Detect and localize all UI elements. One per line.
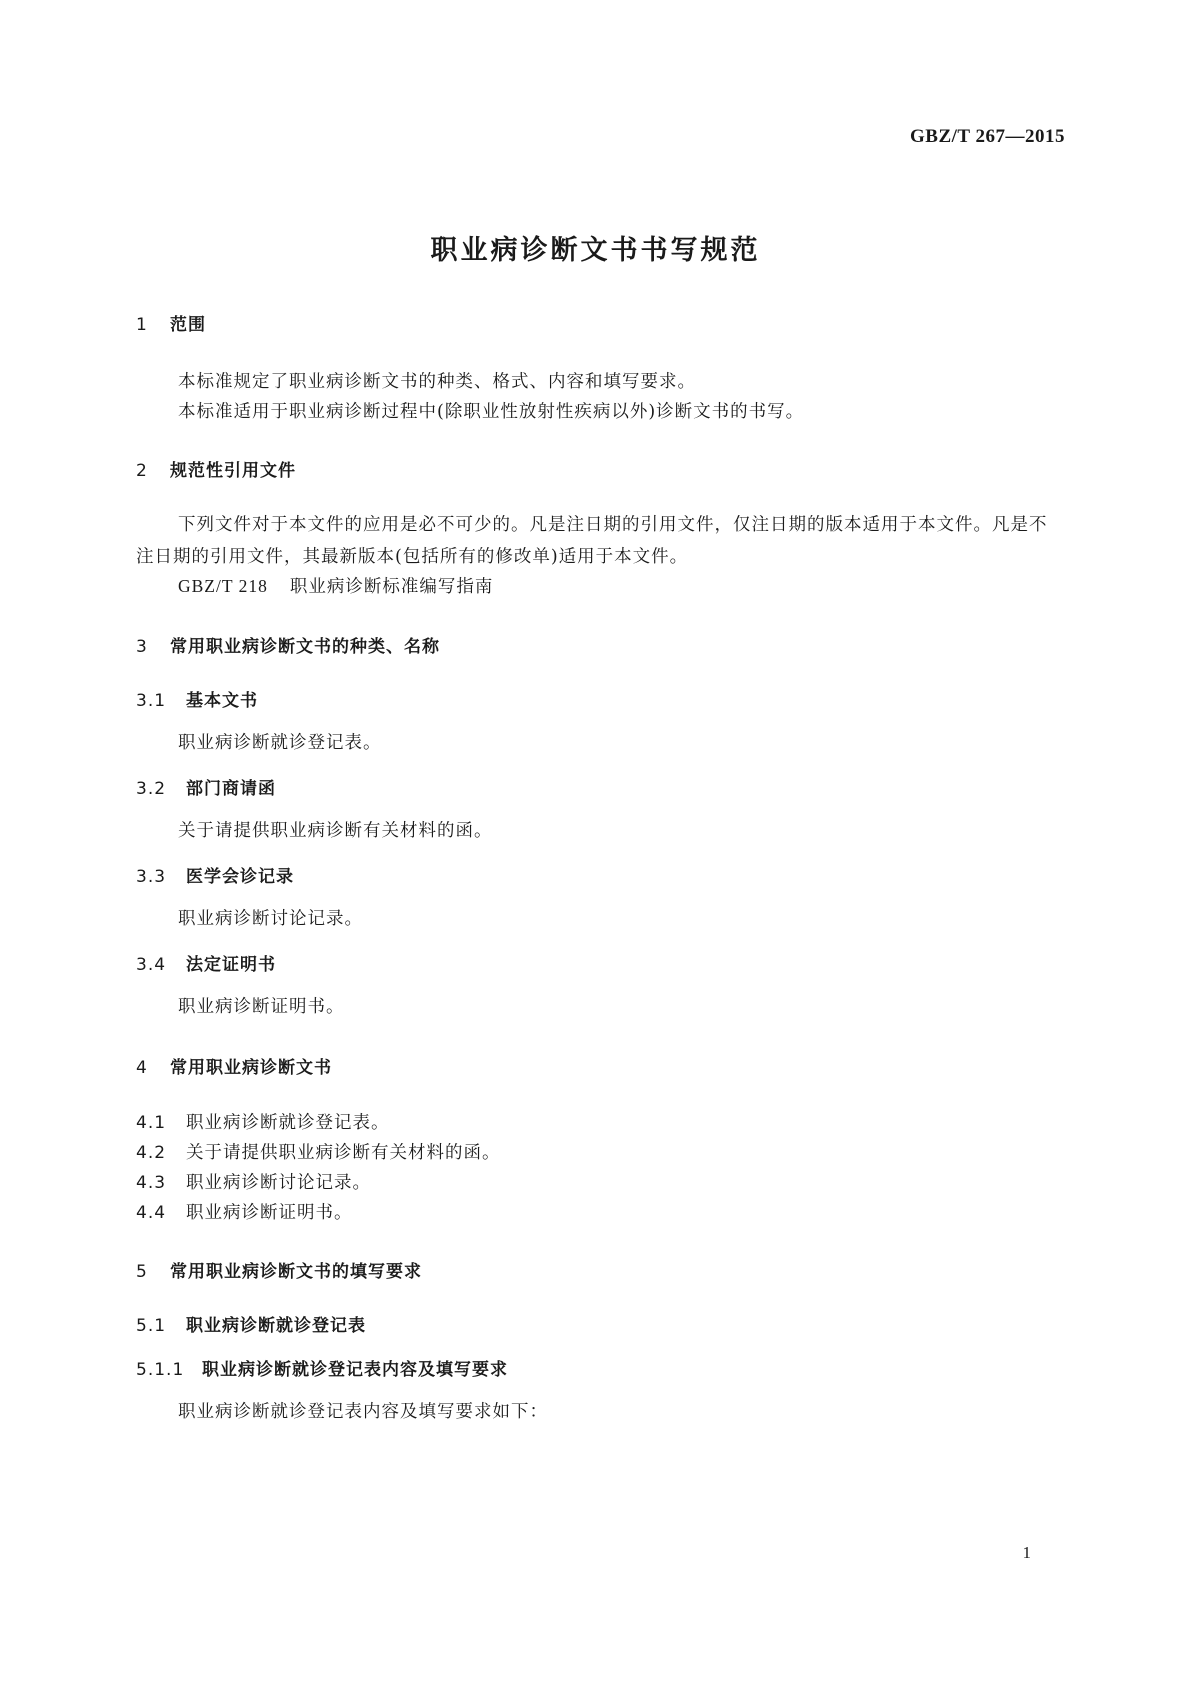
subsection-3-3-text: 职业病诊断讨论记录。 (178, 909, 363, 929)
subsection-title: 法定证明书 (186, 955, 276, 975)
subsection-3-1-text: 职业病诊断就诊登记表。 (178, 733, 382, 753)
subsection-title: 部门商请函 (186, 779, 276, 799)
section-title: 范围 (170, 315, 206, 335)
item-text: 职业病诊断证明书。 (186, 1203, 353, 1223)
list-item (136, 1139, 501, 1164)
subsection-title: 基本文书 (186, 691, 258, 711)
subsection-title: 职业病诊断就诊登记表 (186, 1316, 366, 1336)
section-1-heading (136, 310, 206, 335)
page-title: 职业病诊断文书书写规范 (430, 235, 761, 266)
reference-title: 职业病诊断标准编写指南 (289, 577, 494, 597)
section-title: 常用职业病诊断文书 (170, 1058, 332, 1078)
subsection-3-1-heading (136, 686, 258, 711)
section-5-heading (136, 1257, 422, 1282)
subsection-5-1-1-heading (136, 1355, 508, 1380)
section-title: 常用职业病诊断文书的种类、名称 (170, 637, 440, 657)
subsection-title: 医学会诊记录 (186, 867, 294, 887)
list-item (136, 1199, 353, 1224)
subsection-3-3-heading (136, 862, 294, 887)
subsection-3-4-heading (136, 950, 276, 975)
item-number: 4.2 (136, 1143, 167, 1163)
section-1-paragraph-1: 本标准规定了职业病诊断文书的种类、格式、内容和填写要求。 (178, 372, 696, 392)
section-2-paragraph: 下列文件对于本文件的应用是必不可少的。凡是注日期的引用文件，仅注日期的版本适用于本文件。凡是不注日期的引用文件，其最新版本(包括所有的修改单)适用于本文件。 (136, 515, 1048, 567)
subsection-3-2-heading (136, 774, 276, 799)
subsection-number: 3.1 (136, 691, 167, 711)
item-text: 关于请提供职业病诊断有关材料的函。 (186, 1143, 501, 1163)
section-4-heading (136, 1053, 332, 1078)
section-number: 5 (136, 1262, 148, 1282)
page-number: 1 (1022, 1543, 1031, 1562)
subsection-number: 5.1 (136, 1316, 167, 1336)
section-title: 规范性引用文件 (170, 461, 296, 481)
subsection-number: 5.1.1 (136, 1360, 185, 1380)
subsection-3-2-text: 关于请提供职业病诊断有关材料的函。 (178, 821, 493, 841)
list-item (136, 1109, 390, 1134)
section-title: 常用职业病诊断文书的填写要求 (170, 1262, 422, 1282)
subsection-title: 职业病诊断就诊登记表内容及填写要求 (202, 1360, 508, 1380)
section-3-heading (136, 632, 440, 657)
subsection-number: 3.2 (136, 779, 167, 799)
subsection-3-4-text: 职业病诊断证明书。 (178, 997, 345, 1017)
subsection-5-1-heading (136, 1311, 366, 1336)
reference-code: GBZ/T 218 (178, 576, 268, 596)
normative-reference (178, 573, 493, 598)
item-number: 4.1 (136, 1113, 167, 1133)
subsection-number: 3.4 (136, 955, 167, 975)
item-text: 职业病诊断就诊登记表。 (186, 1113, 390, 1133)
subsection-number: 3.3 (136, 867, 167, 887)
standard-number: GBZ/T 267—2015 (910, 126, 1065, 147)
section-2-heading (136, 456, 296, 481)
section-number: 3 (136, 637, 148, 657)
section-number: 4 (136, 1058, 148, 1078)
section-1-paragraph-2: 本标准适用于职业病诊断过程中(除职业性放射性疾病以外)诊断文书的书写。 (178, 402, 805, 422)
section-number: 2 (136, 461, 148, 481)
section-5-paragraph: 职业病诊断就诊登记表内容及填写要求如下： (178, 1402, 548, 1422)
item-number: 4.4 (136, 1203, 167, 1223)
list-item (136, 1169, 371, 1194)
item-text: 职业病诊断讨论记录。 (186, 1173, 371, 1193)
item-number: 4.3 (136, 1173, 167, 1193)
section-number: 1 (136, 315, 148, 335)
